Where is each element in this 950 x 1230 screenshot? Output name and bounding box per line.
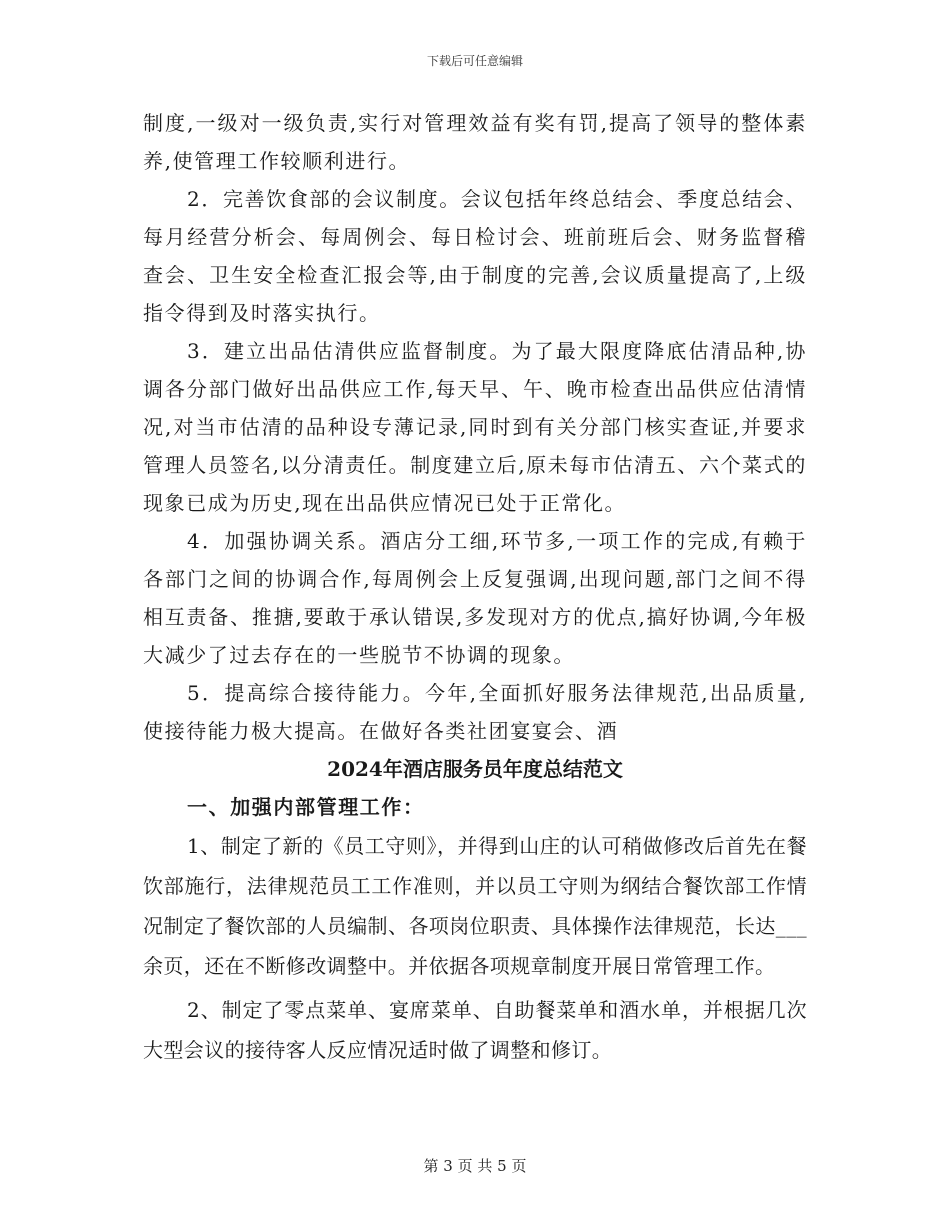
paragraph-supply-supervision: 3．建立出品估清供应监督制度。为了最大限度降底估清品种,协调各分部门做好出品供应工作,每天早、午、晚市检查出品供应估清情况,对当市估清的品种设专薄记录,同时到有关分部门核实查证,并要求管理人员签名,以分清责任。制度建立后,原未每市估清五、六个菜式的现象已成为历史,现在出品供应情况已处于正常化。 — [143, 339, 807, 515]
document-body — [143, 104, 807, 1070]
paragraph-reception-capacity: 5．提高综合接待能力。今年,全面抓好服务法律规范,出品质量,使接待能力极大提高。在做好各类社团宴宴会、酒 — [143, 681, 807, 743]
page-header: 下载后可任意编辑 — [426, 54, 523, 68]
page-number: 第 3 页 共 5 页 — [423, 1157, 527, 1175]
section-heading: 一、加强内部管理工作： — [187, 795, 425, 819]
article-title: 2024年酒店服务员年度总结范文 — [327, 757, 623, 781]
new-article — [143, 788, 807, 1070]
previous-article-continuation — [143, 104, 807, 750]
paragraph-employee-handbook: 1、制定了新的《员工守则》，并得到山庄的认可稍做修改后首先在餐饮部施行，法律规范员工工作准则，并以员工守则为纲结合餐饮部工作情况制定了餐饮部的人员编制、各项岗位职责、具体操作法律规范，长达___余页，还在不断修改调整中。并依据各项规章制度开展日常管理工作。 — [143, 834, 807, 978]
paragraph-menus: 2、制定了零点菜单、宴席菜单、自助餐菜单和酒水单，并根据几次大型会议的接待客人反应情况适时做了调整和修订。 — [143, 998, 807, 1062]
paragraph-coordination: 4．加强协调关系。酒店分工细,环节多,一项工作的完成,有赖于各部门之间的协调合作,每周例会上反复强调,出现问题,部门之间不得相互责备、推搪,要敢于承认错误,多发现对方的优点,搞好协调,今年极大减少了过去存在的一些脱节不协调的现象。 — [143, 529, 807, 667]
paragraph-continuation: 制度,一级对一级负责,实行对管理效益有奖有罚,提高了领导的整体素养,使管理工作较顺利进行。 — [143, 111, 807, 173]
paragraph-meeting-system: 2．完善饮食部的会议制度。会议包括年终总结会、季度总结会、每月经营分析会、每周例会、每日检讨会、班前班后会、财务监督稽查会、卫生安全检查汇报会等,由于制度的完善,会议质量提高了,上级指令得到及时落实执行。 — [143, 187, 807, 325]
